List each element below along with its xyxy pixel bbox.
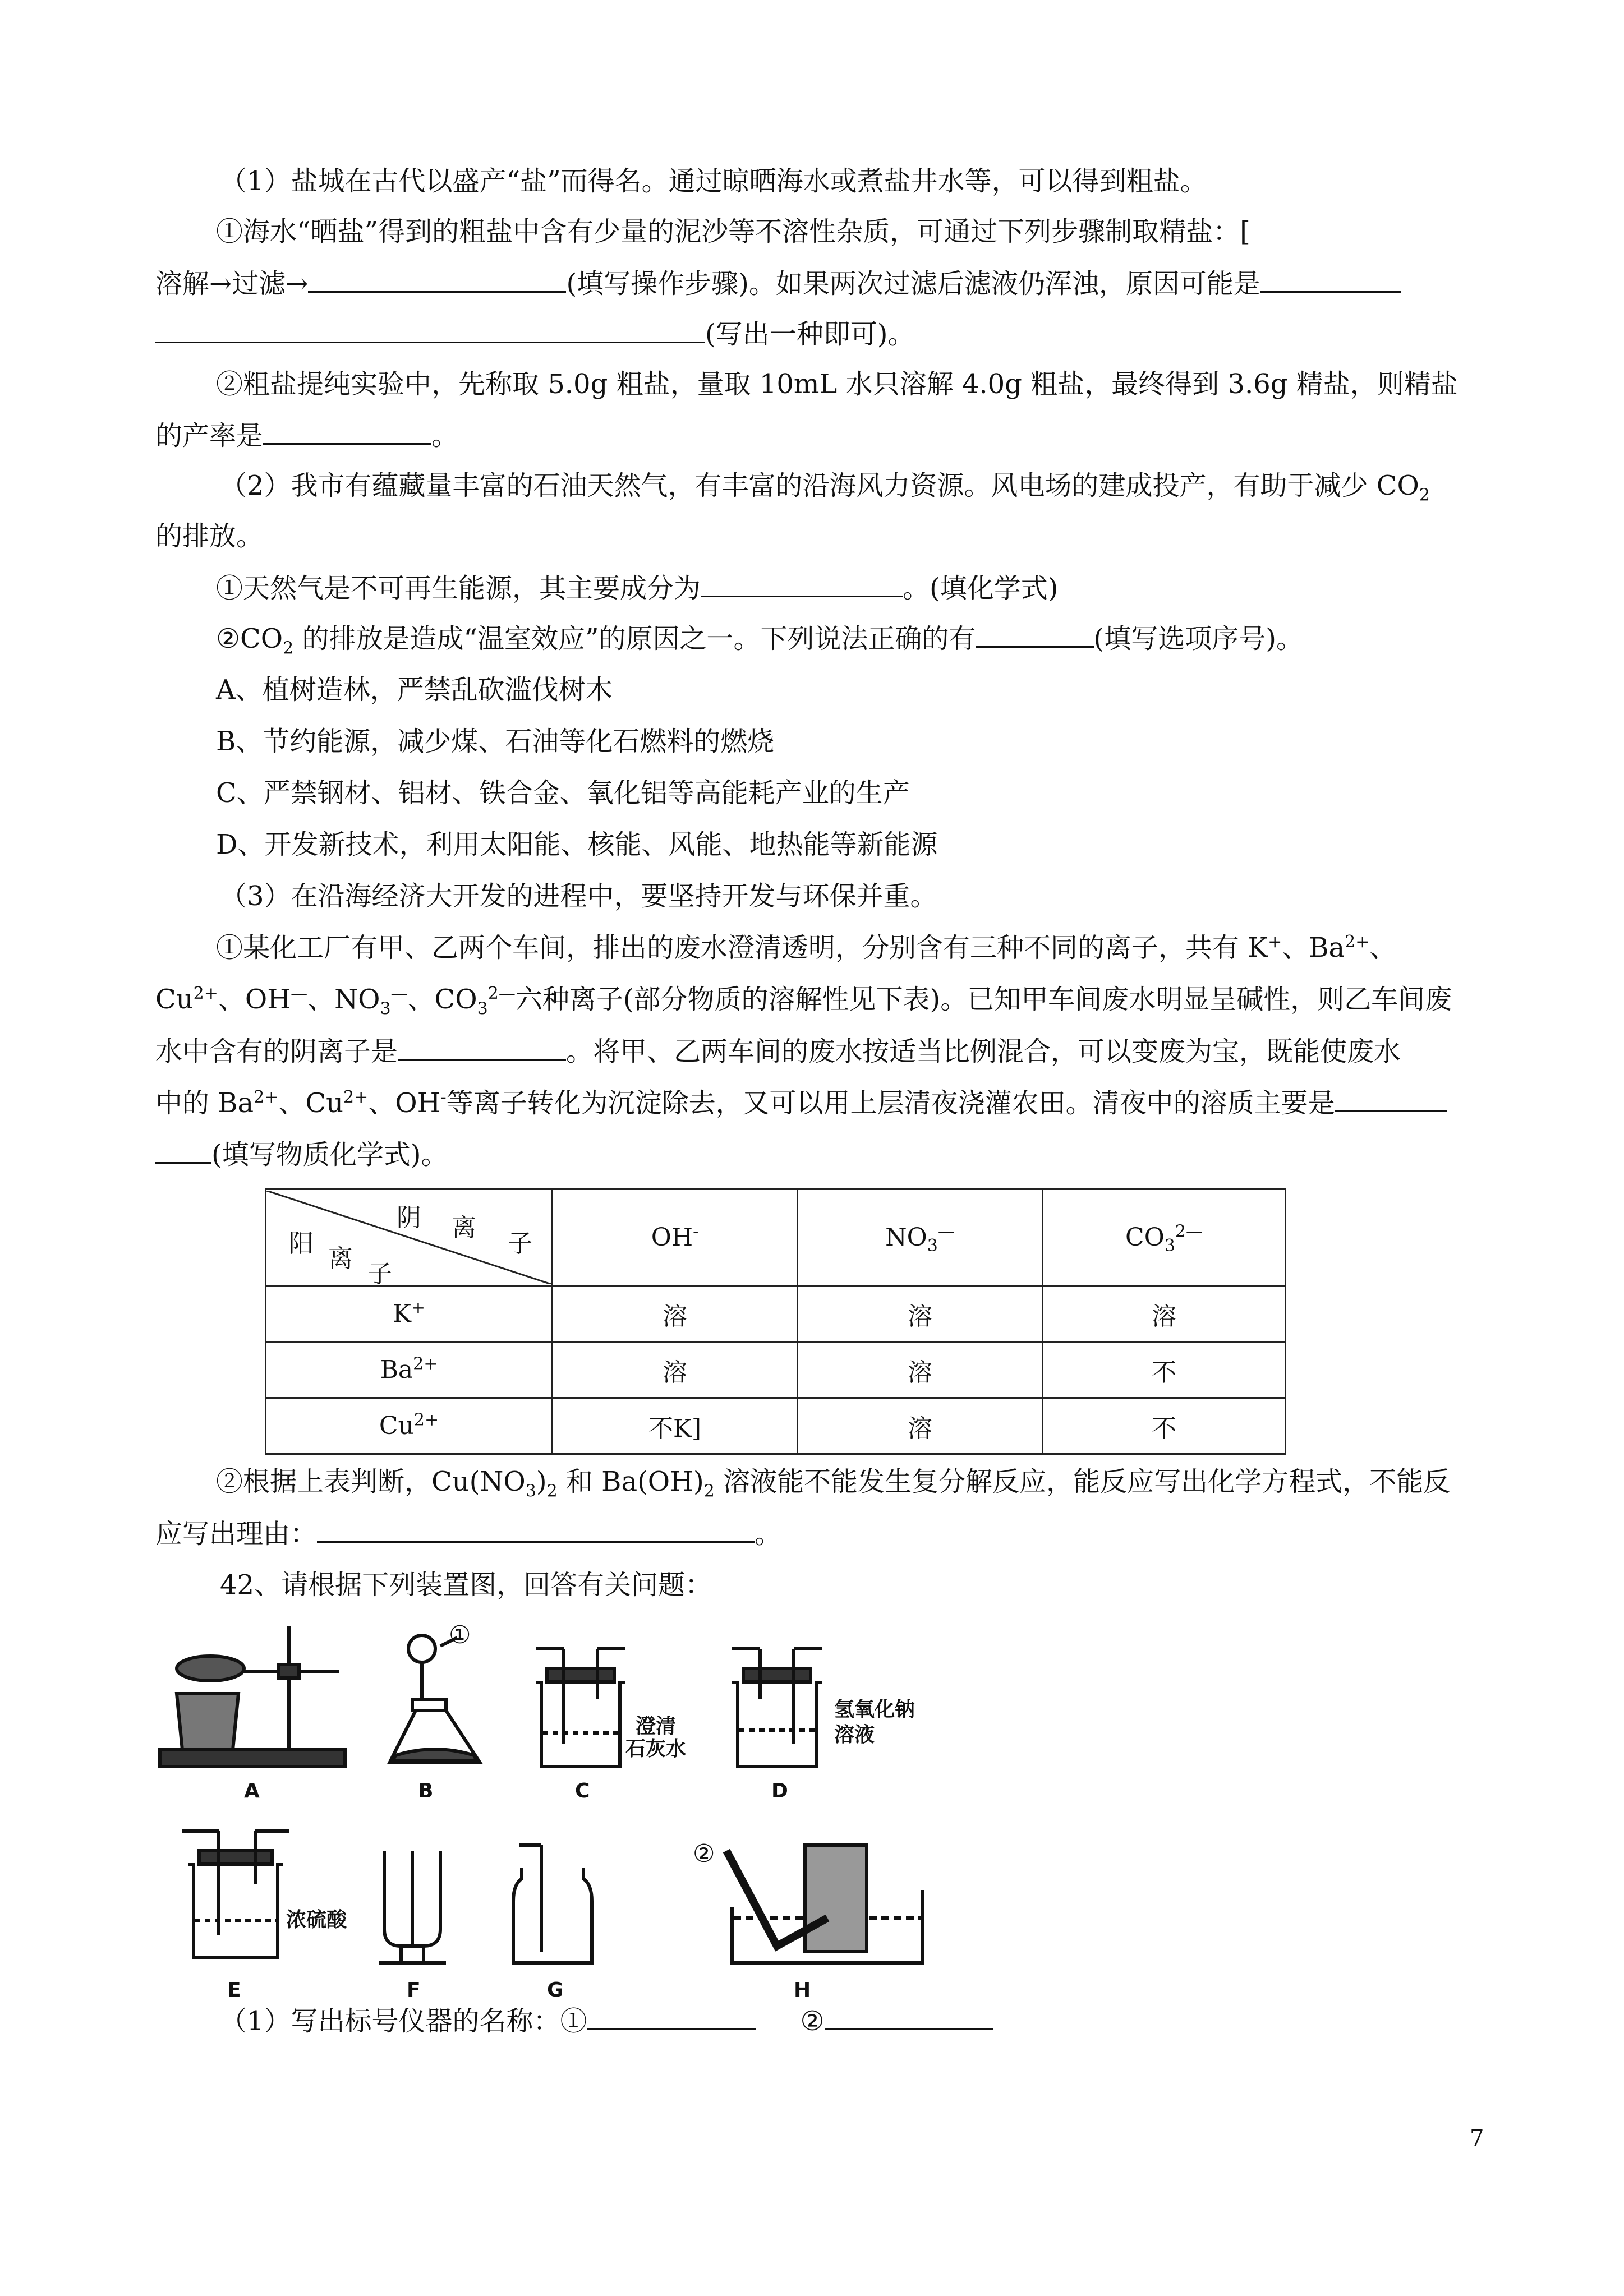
table-cell: 溶 [553,1286,798,1342]
text: OH [651,1223,693,1252]
text: K [392,1299,411,1328]
text: 溶液能不能发生复分解反应，能反应写出化学方程式，不能反 [714,1466,1451,1497]
option-a: A、植树造林，严禁乱砍滥伐树木 [216,674,613,706]
question-3-1-line3 [155,1034,1401,1068]
subscript: 3 [380,999,391,1019]
table-cell: 溶 [798,1342,1043,1398]
superscript: + [1268,932,1282,952]
table-cell: 溶 [798,1398,1043,1454]
answer-blank-solute-cont[interactable] [155,1137,211,1164]
subscript: 2 [546,1481,558,1501]
marker-1: ① [449,1621,471,1649]
label-g: G [547,1979,564,2002]
table-row [266,1286,1286,1342]
steps-suffix: (填写操作步骤)。如果两次过滤后滤液仍浑浊，原因可能是 [566,268,1260,299]
answer-blank-instrument-2[interactable] [825,2004,993,2030]
question-3-2-line1 [216,1465,1450,1499]
subscript: 2 [283,638,294,658]
question-2-2 [216,621,1303,656]
text: Ba [380,1356,413,1384]
text: CO [1125,1223,1165,1252]
text: 、Cu [278,1087,344,1119]
text: 、NO [307,984,380,1015]
apparatus-g-drawing [513,1845,592,1963]
superscript: - [693,1221,699,1241]
question-3-intro: （3）在沿海经济大开发的进程中，要坚持开发与环保并重。 [220,880,937,912]
text: 水中含有的阴离子是 [155,1036,398,1067]
question-42-1 [220,2004,993,2038]
subscript: 3 [927,1235,938,1256]
superscript: — [390,984,408,1003]
text: 。将甲、乙两车间的废水按适当比例混合，可以变废为宝，既能使废水 [566,1036,1401,1067]
text: 、OH [368,1087,441,1119]
text: ②根据上表判断，Cu(NO [216,1466,526,1497]
apparatus-figure [154,1615,1052,2041]
question-3-2-line2 [155,1516,781,1551]
label-f: F [407,1979,421,2002]
row-header [266,1286,553,1342]
anion-header-2: 离 [452,1213,476,1242]
superscript: — [937,1221,955,1241]
question-2-intro-cont: 的排放。 [155,520,264,552]
q2-2-prefix: ②CO [216,623,283,654]
label-e: E [227,1979,241,2002]
apparatus-c-drawing [536,1649,625,1767]
answer-blank-steps[interactable] [308,266,566,293]
q2-intro-text: （2）我市有蕴藏量丰富的石油天然气，有丰富的沿海风力资源。风电场的建成投产，有助于减少 CO [220,470,1419,501]
apparatus-e-drawing [182,1831,289,1957]
label-c: C [575,1779,590,1802]
text: ② [800,2005,825,2037]
label-h: H [794,1979,811,2002]
c-limewater-label-2: 石灰水 [625,1737,687,1760]
apparatus-a-drawing [160,1626,345,1767]
subscript: 3 [1164,1235,1175,1256]
row-header [266,1398,553,1454]
text: 六种离子(部分物质的溶解性见下表)。已知甲车间废水明显呈碱性，则乙车间废 [515,984,1452,1015]
c-limewater-label-1: 澄清 [636,1715,677,1738]
row-header [266,1342,553,1398]
superscript: — [291,984,308,1003]
table-cell: 溶 [553,1342,798,1398]
solubility-table [265,1188,1286,1455]
answer-blank-instrument-1[interactable] [587,2004,756,2030]
table-row [266,1398,1286,1454]
page-number: 7 [1470,2126,1484,2151]
superscript: 2+ [1345,932,1370,952]
text: 等离子转化为沉淀除去，又可以用上层清夜浇灌农田。清夜中的溶质主要是 [446,1087,1335,1119]
text: ①某化工厂有甲、乙两个车间，排出的废水澄清透明，分别含有三种不同的离子，共有 K [216,932,1268,963]
question-3-1-line2 [155,983,1452,1019]
anion-header-1: 阴 [397,1203,421,1232]
table-cell: 溶 [798,1286,1043,1342]
col-header-no3 [798,1189,1043,1286]
yield-prefix: 的产率是 [155,420,264,451]
text: 。 [755,1518,782,1550]
q2-1-text: ①天然气是不可再生能源，其主要成分为 [216,573,701,604]
answer-blank-solute[interactable] [1335,1086,1447,1112]
subscript: 2 [703,1481,715,1501]
answer-blank-options[interactable] [976,621,1094,648]
table-cell: 不 [1043,1398,1286,1454]
table-cell: 不 [1043,1342,1286,1398]
cation-header-1: 阳 [289,1229,314,1258]
question-1-intro: （1）盐城在古代以盛产“盐”而得名。通过晾晒海水或煮盐井水等，可以得到粗盐。 [220,165,1207,197]
label-b: B [418,1779,434,1802]
option-d: D、开发新技术，利用太阳能、核能、风能、地热能等新能源 [216,829,938,860]
cation-header-2: 离 [328,1244,353,1273]
table-cell: 不K] [553,1398,798,1454]
reason-suffix: (写出一种即可)。 [705,319,915,350]
text: 中的 Ba [155,1087,254,1119]
superscript: - [440,1087,447,1107]
answer-blank-anion[interactable] [398,1034,566,1061]
question-1-2-text: ②粗盐提纯实验中，先称取 5.0g 粗盐，量取 10mL 水只溶解 4.0g 粗盐，最终得到 3.6g 精盐，则精盐 [216,368,1458,400]
answer-blank-yield[interactable] [263,418,431,445]
question-1-2-yield [155,418,458,453]
answer-blank-reason-reaction[interactable] [317,1516,755,1543]
superscript: 2+ [254,1087,279,1107]
question-42-title: 42、请根据下列装置图，回答有关问题： [220,1569,712,1601]
question-2-intro [220,469,1430,505]
text: （1）写出标号仪器的名称：① [220,2005,587,2037]
superscript: 2+ [343,1087,369,1107]
table-corner-header [266,1189,553,1286]
apparatus-d-drawing [732,1649,822,1767]
table-cell: 溶 [1043,1286,1286,1342]
answer-blank-formula[interactable] [701,571,903,597]
apparatus-h-drawing [726,1845,923,1963]
col-header-oh [553,1189,798,1286]
table-row [266,1342,1286,1398]
text: 、OH [218,984,291,1015]
superscript: 2+ [413,1410,439,1430]
text: 、CO [407,984,477,1015]
text: 应写出理由： [155,1518,318,1550]
text: Cu [155,984,194,1015]
text: 、 [1369,932,1397,963]
subscript: 2 [1419,485,1430,505]
text: (填写物质化学式)。 [211,1139,448,1170]
answer-blank-reason[interactable] [1260,266,1401,293]
cation-header-3: 子 [367,1259,392,1284]
marker-2: ② [693,1839,715,1868]
q2-2-text: 的排放是造成“温室效应”的原因之一。下列说法正确的有 [293,623,976,654]
q2-2-suffix: (填写选项序号)。 [1093,623,1304,654]
anion-header-3: 子 [508,1229,532,1258]
d-naoh-label-1: 氢氧化钠 [834,1698,915,1721]
text: NO [885,1223,927,1252]
question-1-1-text: ①海水“晒盐”得到的粗盐中含有少量的泥沙等不溶性杂质，可通过下列步骤制取精盐：[ [216,216,1250,247]
yield-suffix: 。 [431,420,459,451]
superscript: 2— [487,984,516,1003]
steps-prefix: 溶解→过滤→ [155,268,309,299]
subscript: 3 [525,1481,536,1501]
question-3-1-line5 [155,1137,448,1172]
question-3-1-line1 [216,931,1396,965]
label-d: D [771,1779,788,1802]
apparatus-b-drawing [390,1635,480,1762]
question-2-1 [216,571,1058,605]
subscript: 3 [477,999,488,1019]
superscript: + [411,1298,425,1318]
q2-1-suffix: 。(填化学式) [903,573,1059,604]
option-c: C、严禁钢材、铝材、铁合金、氧化铝等高能耗产业的生产 [216,777,910,809]
label-a: A [244,1779,260,1802]
apparatus-f-drawing [379,1851,446,1963]
superscript: 2+ [193,984,218,1003]
option-b: B、节约能源，减少煤、石油等化石燃料的燃烧 [216,726,775,757]
superscript: 2— [1175,1221,1203,1241]
text: ) [536,1466,547,1497]
d-naoh-label-2: 溶液 [834,1723,875,1746]
question-1-1-reason-line [155,317,914,351]
question-3-1-line4 [155,1086,1447,1120]
text: 和 Ba(OH) [557,1466,704,1497]
answer-blank-reason-cont[interactable] [155,317,705,343]
text: Cu [379,1412,414,1440]
question-1-1-steps [155,266,1401,301]
e-h2so4-label: 浓硫酸 [286,1908,347,1931]
superscript: 2+ [413,1354,438,1374]
col-header-co3 [1043,1189,1286,1286]
text: 、Ba [1282,932,1345,963]
